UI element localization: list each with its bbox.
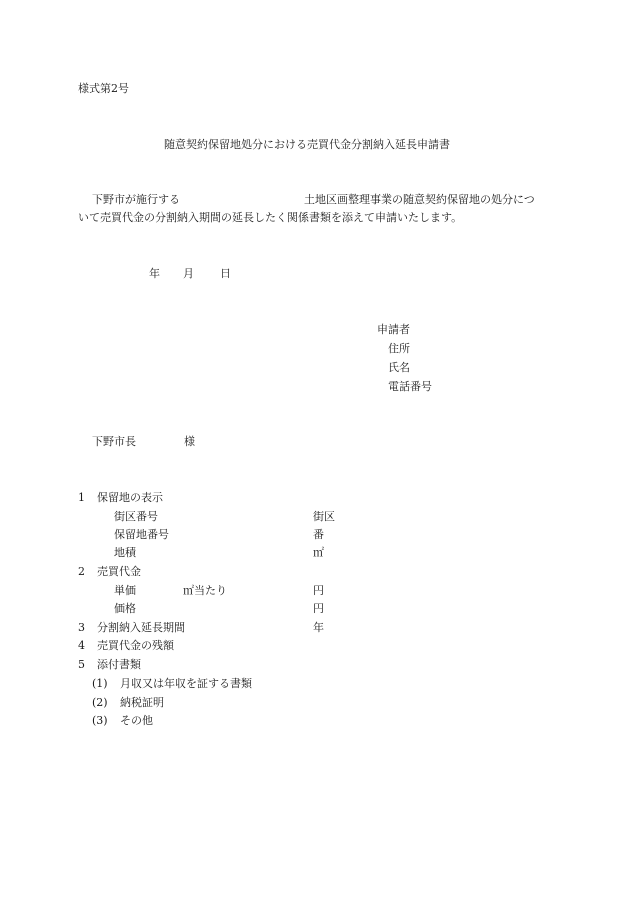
- block-number-label: 街区番号: [114, 510, 158, 523]
- area-label: 地積: [114, 546, 136, 559]
- unit-price-per-sqm: ㎡当たり: [183, 584, 227, 597]
- item-2-number: 2: [78, 565, 85, 578]
- body-line-1-end: 土地区画整理事業の随意契約保留地の処分につ: [304, 193, 535, 206]
- date-day: 日: [220, 267, 231, 280]
- price-unit: 円: [313, 602, 324, 615]
- date-year: 年: [149, 267, 160, 280]
- lot-number-unit: 番: [313, 528, 324, 541]
- applicant-name-label: 氏名: [388, 361, 410, 374]
- item-1-label: 保留地の表示: [97, 491, 163, 504]
- body-line-1-start: 下野市が施行する: [92, 193, 180, 206]
- attachment-1-label: 月収又は年収を証する書類: [120, 677, 252, 690]
- item-2-label: 売買代金: [97, 565, 141, 578]
- attachment-2-label: 納税証明: [120, 696, 164, 709]
- item-4-number: 4: [78, 639, 85, 652]
- item-1-number: 1: [78, 491, 85, 504]
- page-title: 随意契約保留地処分における売買代金分割納入延長申請書: [164, 138, 450, 151]
- applicant-address-label: 住所: [388, 342, 410, 355]
- lot-number-label: 保留地番号: [114, 528, 169, 541]
- item-3-number: 3: [78, 621, 85, 634]
- item-3-unit: 年: [313, 621, 324, 634]
- item-3-label: 分割納入延長期間: [97, 621, 185, 634]
- date-month: 月: [183, 267, 194, 280]
- attachment-3-number: (3): [92, 714, 108, 727]
- item-5-label: 添付書類: [97, 658, 141, 671]
- price-label: 価格: [114, 602, 136, 615]
- applicant-phone-label: 電話番号: [388, 380, 432, 393]
- item-4-label: 売買代金の残額: [97, 639, 174, 652]
- applicant-heading: 申請者: [377, 323, 410, 336]
- area-unit: ㎡: [313, 546, 324, 559]
- attachment-3-label: その他: [120, 714, 153, 727]
- item-5-number: 5: [78, 658, 85, 671]
- block-number-unit: 街区: [313, 510, 335, 523]
- form-number: 様式第2号: [78, 82, 129, 95]
- addressee-name: 下野市長: [92, 435, 136, 448]
- attachment-2-number: (2): [92, 696, 108, 709]
- addressee-honorific: 様: [184, 435, 195, 448]
- unit-price-unit: 円: [313, 584, 324, 597]
- body-line-1: [92, 194, 180, 205]
- body-line-2: いて売買代金の分割納入期間の延長したく関係書類を添えて申請いたします。: [78, 211, 463, 224]
- unit-price-label: 単価: [114, 584, 136, 597]
- attachment-1-number: (1): [92, 677, 108, 690]
